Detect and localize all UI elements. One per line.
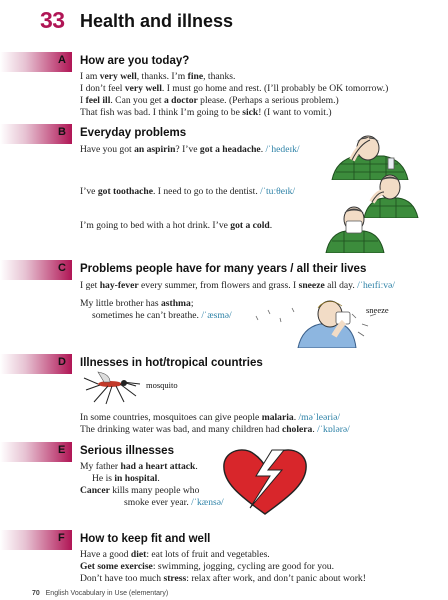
section-heading: How to keep fit and well: [80, 533, 211, 545]
text-line: In some countries, mosquitoes can give people malaria.: [80, 412, 297, 423]
text-line: That fish was bad. I think I’m going to be sick! (I want to vomit.): [80, 107, 332, 118]
phonetic: /məˈleəriə/: [298, 412, 341, 423]
section-heading: How are you today?: [80, 55, 190, 67]
section-letter: B: [58, 126, 66, 138]
page-number: 70: [32, 590, 40, 597]
section-letter: F: [58, 532, 65, 544]
text-line: [80, 186, 295, 198]
page-footer: [32, 590, 168, 597]
book-title: English Vocabulary in Use (elementary): [45, 590, 169, 597]
text-line: Don’t have too much stress: relax after work, and don’t panic about work!: [80, 573, 366, 584]
section-heading: Everyday problems: [80, 127, 187, 139]
sneeze-illustration: [250, 298, 400, 348]
text-line: Get some exercise: swimming, jogging, cycling are good for you.: [80, 561, 335, 572]
phonetic: /ˈtuːθeɪk/: [260, 186, 296, 197]
phonetic: /ˈkænsə/: [191, 497, 224, 508]
phonetic: /ˈæsmə/: [201, 310, 232, 321]
section-heading: Illnesses in hot/tropical countries: [80, 357, 263, 369]
text-line: [92, 310, 232, 322]
text-line: [80, 412, 340, 424]
unit-number: 33: [40, 7, 65, 33]
section-letter: E: [58, 444, 66, 456]
text-line: sometimes he can’t breathe.: [92, 310, 199, 321]
text-line: I don’t feel very well. I must go home and rest. (I’ll probably be OK tomorrow.): [80, 83, 389, 94]
text-line: I’ve got toothache. I need to go to the dentist.: [80, 186, 258, 197]
phonetic: /ˈkɒlərə/: [317, 424, 350, 435]
text-line: [80, 280, 395, 292]
text-line: Have you got an aspirin? I’ve got a headache.: [80, 144, 264, 155]
section-heading: Serious illnesses: [80, 445, 174, 457]
section-heading: Problems people have for many years / all their lives: [80, 263, 367, 275]
mosquito-illustration: [80, 370, 144, 406]
text-line: My father had a heart attack.: [80, 461, 198, 472]
section-letter: D: [58, 356, 66, 368]
mosquito-label: mosquito: [146, 380, 178, 390]
text-line: I get hay-fever every summer, from flowers and grass. I sneeze all day.: [80, 280, 355, 291]
phonetic: /ˈhedeɪk/: [265, 144, 300, 155]
text-line: He is in hospital.: [92, 473, 160, 484]
text-line: smoke ever year.: [124, 497, 189, 508]
text-line: Have a good diet: eat lots of fruit and vegetables.: [80, 549, 270, 560]
text-line: Cancer kills many people who: [80, 485, 200, 496]
cold-illustration: [322, 205, 388, 253]
section-letter: A: [58, 54, 66, 66]
text-line: I feel ill. Can you get a doctor please. (Perhaps a serious problem.): [80, 95, 339, 106]
section-letter: C: [58, 262, 66, 274]
text-line: [80, 424, 350, 436]
phonetic: /ˈheɪfiːvə/: [357, 280, 395, 291]
unit-title: Health and illness: [80, 11, 234, 31]
text-line: [124, 497, 224, 509]
text-line: I’m going to bed with a hot drink. I’ve got a cold.: [80, 220, 273, 231]
sneeze-label: sneeze: [366, 305, 389, 315]
broken-heart-icon: [220, 446, 310, 516]
text-line: My little brother has asthma;: [80, 298, 194, 309]
text-line: I am very well, thanks. I’m fine, thanks.: [80, 71, 236, 82]
text-line: The drinking water was bad, and many children had cholera.: [80, 424, 315, 435]
text-line: [80, 144, 300, 156]
